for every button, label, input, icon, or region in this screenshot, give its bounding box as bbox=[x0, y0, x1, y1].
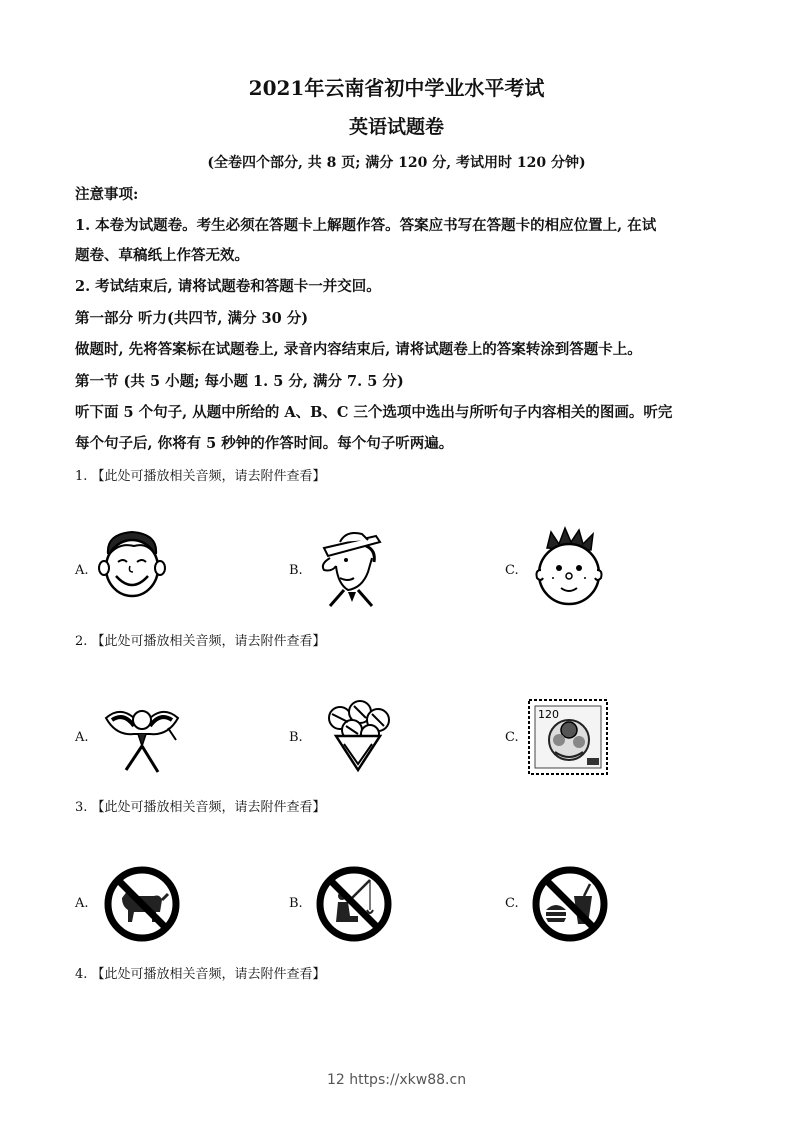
part1-heading: 第一部分 听力(共四节, 满分 30 分) bbox=[75, 310, 309, 327]
question-4-label[interactable]: 4. 【此处可播放相关音频，请去附件查看】 bbox=[75, 967, 326, 982]
notes-item-1-line-1: 1. 本卷为试题卷。考生必须在答题卡上解题作答。答案应书写在答题卡的相应位置上, 在试 bbox=[75, 217, 657, 234]
no-dogs-sign-icon[interactable] bbox=[102, 864, 182, 944]
exam-info: (全卷四个部分, 共 8 页; 满分 120 分, 考试用时 120 分钟) bbox=[207, 155, 586, 171]
part1-instruction: 做题时, 先将答案标在试题卷上, 录音内容结束后, 请将试题卷上的答案转涂到答题卡上。 bbox=[75, 341, 642, 358]
question-3-option-b-label[interactable]: B. bbox=[289, 896, 303, 911]
question-3-option-a-label[interactable]: A. bbox=[75, 896, 89, 911]
kite-image[interactable] bbox=[102, 700, 182, 774]
question-1-option-a-label[interactable]: A. bbox=[75, 563, 89, 578]
question-3-label[interactable]: 3. 【此处可播放相关音频，请去附件查看】 bbox=[75, 800, 326, 815]
stamp-value-text: 120 bbox=[538, 708, 559, 721]
section1-direction-line-1: 听下面 5 个句子, 从题中所给的 A、B、C 三个选项中选出与所听句子内容相关的图画。听完 bbox=[75, 404, 673, 421]
question-2-option-a-label[interactable]: A. bbox=[75, 730, 89, 745]
notes-heading: 注意事项: bbox=[75, 186, 139, 203]
boy-face-image[interactable] bbox=[98, 528, 166, 600]
question-1-option-c-label[interactable]: C. bbox=[505, 563, 519, 578]
question-2-label[interactable]: 2. 【此处可播放相关音频，请去附件查看】 bbox=[75, 634, 326, 649]
flower-bouquet-image[interactable] bbox=[318, 698, 398, 774]
no-fishing-sign-icon[interactable] bbox=[314, 864, 394, 944]
notes-item-2: 2. 考试结束后, 请将试题卷和答题卡一并交回。 bbox=[75, 278, 381, 295]
question-3-option-c-label[interactable]: C. bbox=[505, 896, 519, 911]
section1-direction-line-2: 每个句子后, 你将有 5 秒钟的作答时间。每个句子听两遍。 bbox=[75, 435, 454, 452]
kid-face-image[interactable] bbox=[525, 524, 613, 608]
postage-stamp-image[interactable] bbox=[527, 698, 609, 776]
man-with-hat-image[interactable] bbox=[310, 528, 390, 608]
no-food-drink-sign-icon[interactable] bbox=[530, 864, 610, 944]
question-1-label[interactable]: 1. 【此处可播放相关音频，请去附件查看】 bbox=[75, 469, 326, 484]
exam-title: 2021年云南省初中学业水平考试 bbox=[248, 76, 545, 100]
section1-heading: 第一节 (共 5 小题; 每小题 1. 5 分, 满分 7. 5 分) bbox=[75, 373, 404, 390]
notes-item-1-line-2: 题卷、草稿纸上作答无效。 bbox=[75, 247, 249, 264]
question-2-option-c-label[interactable]: C. bbox=[505, 730, 519, 745]
page-footer[interactable]: 12 https://xkw88.cn bbox=[326, 1072, 467, 1088]
question-2-option-b-label[interactable]: B. bbox=[289, 730, 303, 745]
question-1-option-b-label[interactable]: B. bbox=[289, 563, 303, 578]
exam-subtitle: 英语试题卷 bbox=[348, 116, 444, 138]
